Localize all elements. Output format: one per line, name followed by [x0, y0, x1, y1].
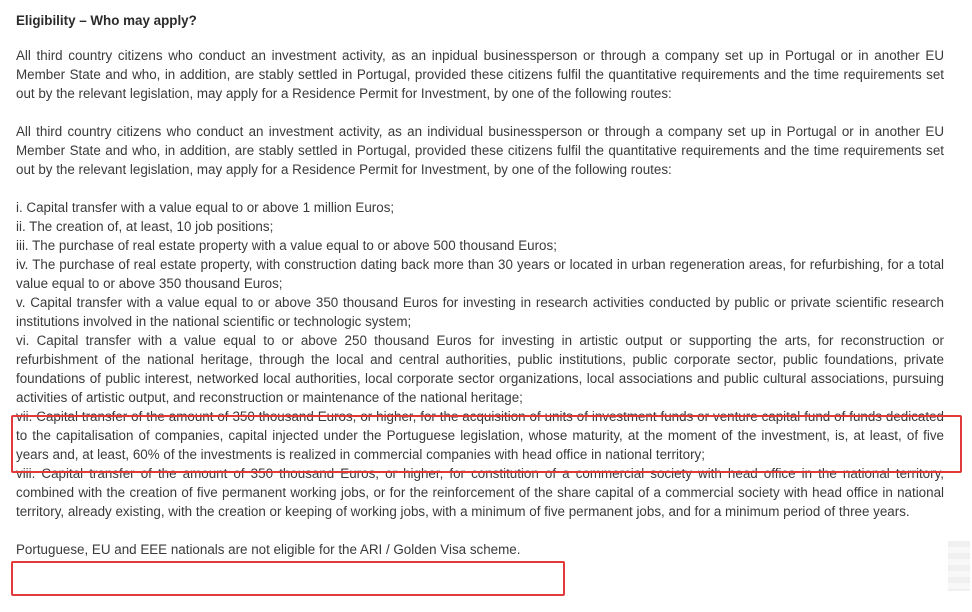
route-item-vii: vii. Capital transfer of the amount of 350 thousand Euros, or higher, for the acquisition of units of investment funds or venture capital fund of funds dedicated to the capitalisation of companies, capital injected under the Portuguese legislation, whose maturity, at the moment of the investment, is, at least, of five years and, at least, 60% of the investments is realized in commercial companies with head office in national territory; — [16, 409, 944, 462]
eligibility-section — [16, 10, 944, 559]
route-item-vi: vi. Capital transfer with a value equal to or above 250 thousand Euros for investing in artistic output or supporting the arts, for reconstruction or refurbishment of the national heritage, through the local and central authorities, public institutions, public corporate sector, public foundations, private foundations of public interest, networked local authorities, local corporate sector organizations, local associations and public cultural associations, pursuing activities of artistic output, and reconstruction or maintenance of the national heritage; — [16, 333, 944, 405]
route-item-ii: ii. The creation of, at least, 10 job positions; — [16, 219, 274, 234]
routes-list — [16, 198, 944, 521]
route-item-i: i. Capital transfer with a value equal to or above 1 million Euros; — [16, 200, 395, 215]
eligibility-note: Portuguese, EU and EEE nationals are not eligible for the ARI / Golden Visa scheme. — [16, 542, 521, 557]
route-item-v: v. Capital transfer with a value equal to or above 350 thousand Euros for investing in research activities conducted by public or private scientific research institutions involved in the national scientific or technologic system; — [16, 295, 944, 329]
route-item-iii: iii. The purchase of real estate property with a value equal to or above 500 thousand Euros; — [16, 238, 557, 253]
route-item-iv: iv. The purchase of real estate property, with construction dating back more than 30 years or located in urban regeneration areas, for refurbishing, for a total value equal to or above 350 thousand Euros; — [16, 257, 944, 291]
route-item-viii: viii. Capital transfer of the amount of 350 thousand Euros, or higher, for constitution of a commercial society with head office in the national territory, combined with the creation of five permanent working jobs, or for the reinforcement of the share capital of a commercial society with head office in national territory, already existing, with the creation or keeping of working jobs, with a minimum of five permanent jobs, and for a minimum period of three years. — [16, 466, 944, 519]
section-heading: Eligibility – Who may apply? — [16, 13, 197, 28]
scrollbar-thumb[interactable] — [948, 541, 970, 591]
intro-paragraph-2: All third country citizens who conduct an investment activity, as an individual businessperson or through a company set up in Portugal or in another EU Member State and who, in addition, are stably settled in Portugal, provided these citizens fulfil the quantitative requirements and the time requirements set out by the relevant legislation, may apply for a Residence Permit for Investment, by one of the following routes: — [16, 124, 944, 177]
intro-paragraph-1: All third country citizens who conduct an investment activity, as an inpidual businessperson or through a company set up in Portugal or in another EU Member State and who, in addition, are stably settled in Portugal, provided these citizens fulfil the quantitative requirements and the time requirements set out by the relevant legislation, may apply for a Residence Permit for Investment, by one of the following routes: — [16, 48, 944, 101]
highlight-box-note — [11, 561, 565, 596]
